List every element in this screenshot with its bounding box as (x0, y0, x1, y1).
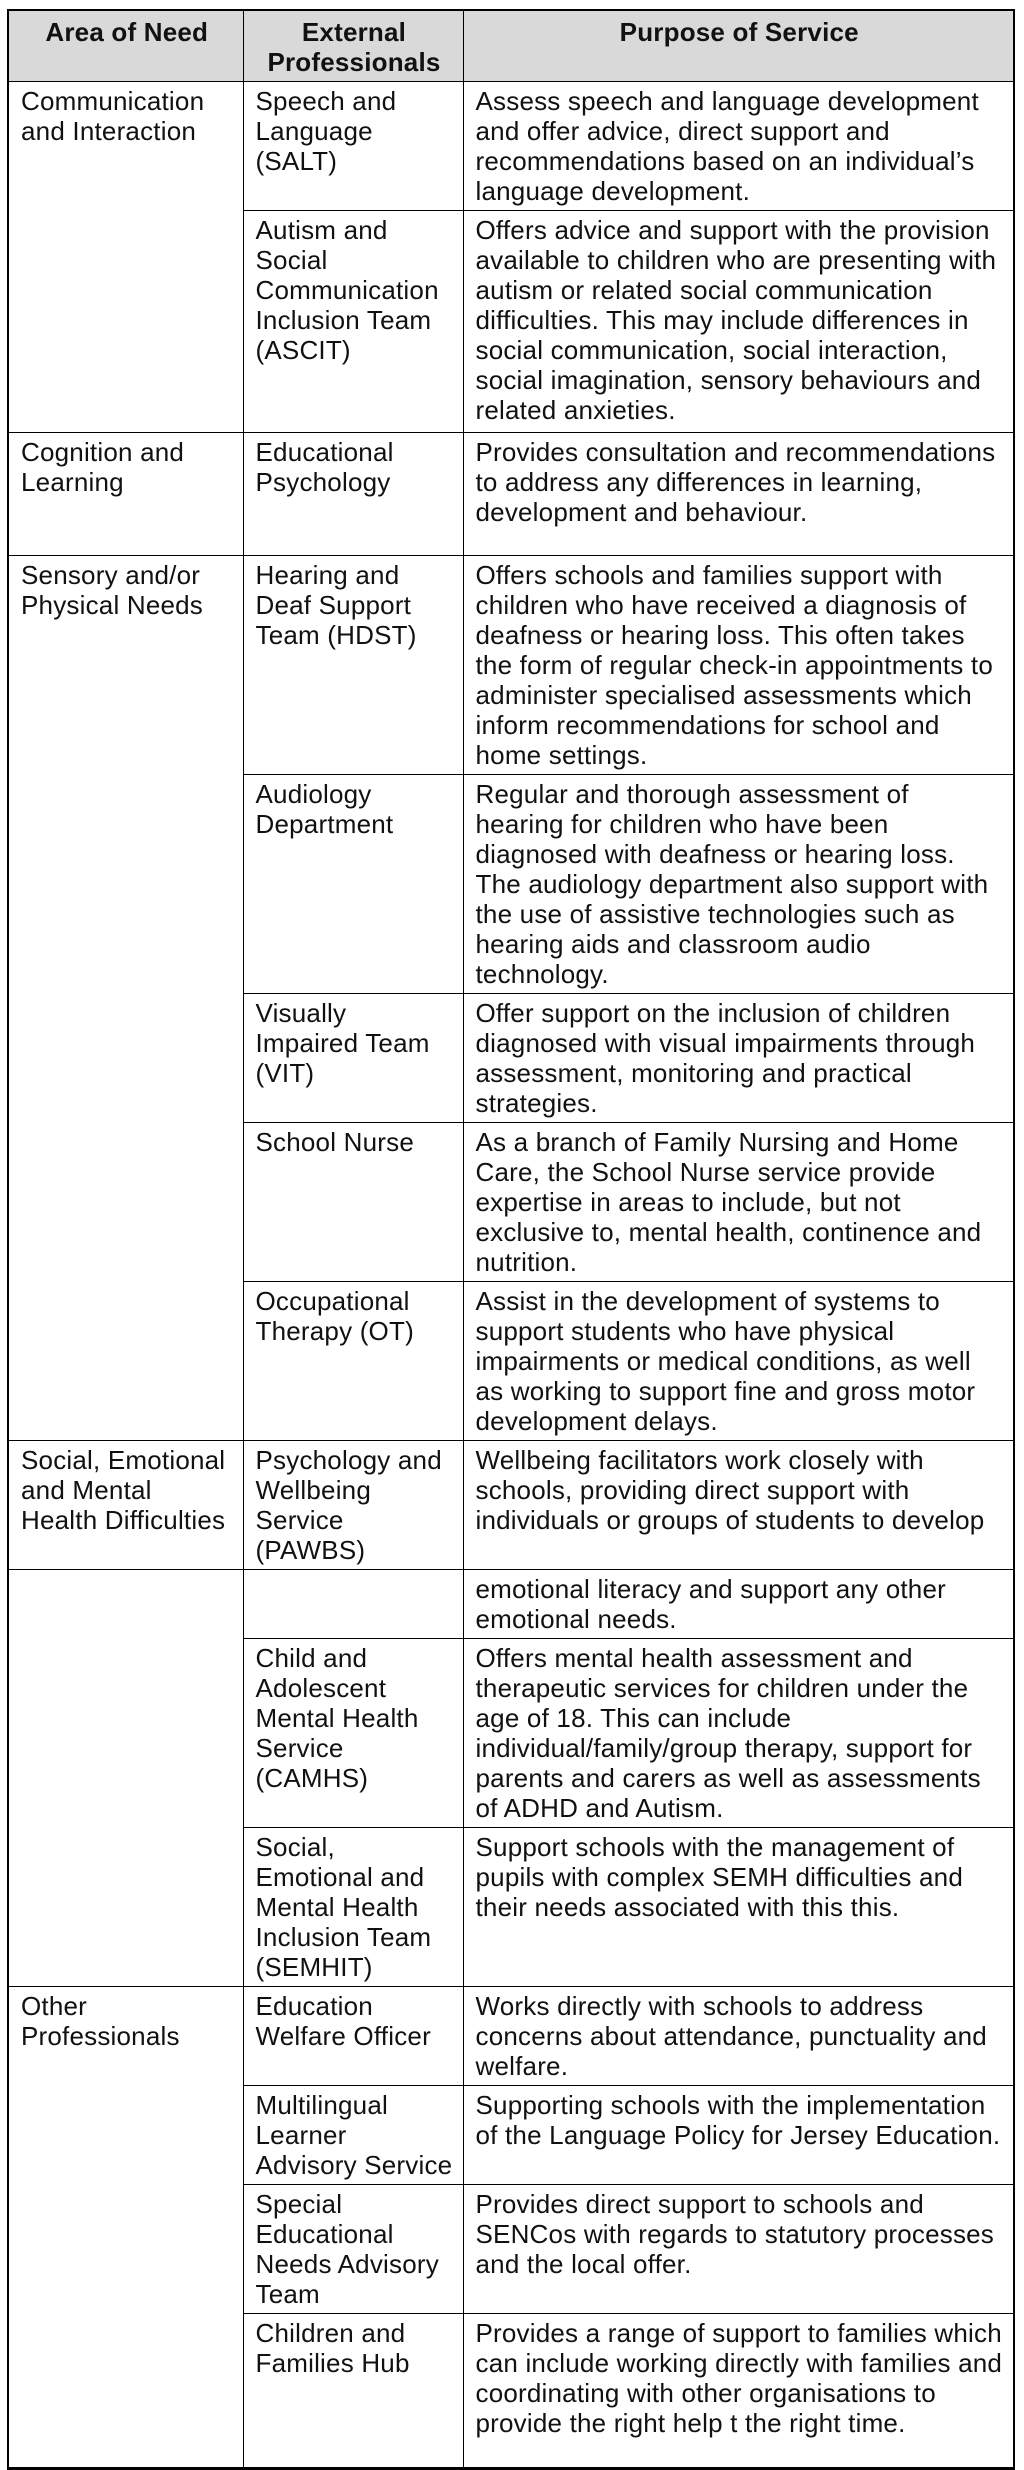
professional-cell-audiology: Audiology Department (243, 775, 463, 994)
professional-cell-ot: Occupational Therapy (OT) (243, 1282, 463, 1441)
table-row (8, 1570, 1014, 1639)
professional-cell-empty (243, 1570, 463, 1639)
header-area-of-need: Area of Need (8, 10, 243, 82)
purpose-cell-multilingual-learner: Supporting schools with the implementation of the Language Policy for Jersey Education. (463, 2086, 1014, 2185)
purpose-cell-pawbs: Wellbeing facilitators work closely with schools, providing direct support with individuals or groups of students to develop (463, 1441, 1014, 1570)
area-cell-semh-difficulties: Social, Emotional and Mental Health Difficulties (8, 1441, 243, 1570)
table-row (8, 1441, 1014, 1570)
professional-cell-school-nurse: School Nurse (243, 1123, 463, 1282)
header-external-professionals: External Professionals (243, 10, 463, 82)
support-services-table (7, 9, 1015, 2470)
header-row (8, 10, 1014, 82)
professional-cell-pawbs: Psychology and Wellbeing Service (PAWBS) (243, 1441, 463, 1570)
purpose-cell-audiology: Regular and thorough assessment of hearing for children who have been diagnosed with deafness or hearing loss. The audiology department also support with the use of assistive technologies such as hearing aids and classroom audio technology. (463, 775, 1014, 994)
purpose-cell-camhs: Offers mental health assessment and therapeutic services for children under the age of 18. This can include individual/family/group therapy, support for parents and carers as well as assessments of ADHD and Autism. (463, 1639, 1014, 1828)
purpose-cell-salt: Assess speech and language development and offer advice, direct support and recommendations based on an individual’s language development. (463, 82, 1014, 211)
purpose-cell-ot: Assist in the development of systems to support students who have physical impairments or medical conditions, as well as working to support fine and gross motor development delays. (463, 1282, 1014, 1441)
professional-cell-education-welfare-officer: Education Welfare Officer (243, 1987, 463, 2086)
purpose-cell-education-welfare-officer: Works directly with schools to address concerns about attendance, punctuality and welfare. (463, 1987, 1014, 2086)
purpose-cell-hdst: Offers schools and families support with children who have received a diagnosis of deafness or hearing loss. This often takes the form of regular check-in appointments to administer specialised assessments which inform recommendations for school and home settings. (463, 556, 1014, 775)
professional-cell-semhit: Social, Emotional and Mental Health Inclusion Team (SEMHIT) (243, 1828, 463, 1987)
area-cell-communication-interaction: Communication and Interaction (8, 82, 243, 433)
purpose-cell-pawbs-continued: emotional literacy and support any other emotional needs. (463, 1570, 1014, 1639)
purpose-cell-children-families-hub: Provides a range of support to families which can include working directly with families and coordinating with other organisations to provide the right help t the right time. (463, 2314, 1014, 2469)
document-page (0, 9, 1024, 2438)
professional-cell-educational-psychology: Educational Psychology (243, 433, 463, 556)
professional-cell-children-families-hub: Children and Families Hub (243, 2314, 463, 2469)
professional-cell-salt: Speech and Language (SALT) (243, 82, 463, 211)
table-row (8, 556, 1014, 775)
purpose-cell-vit: Offer support on the inclusion of children diagnosed with visual impairments through assessment, monitoring and practical strategies. (463, 994, 1014, 1123)
header-purpose-of-service: Purpose of Service (463, 10, 1014, 82)
professional-cell-ascit: Autism and Social Communication Inclusion Team (ASCIT) (243, 211, 463, 433)
professional-cell-sen-advisory-team: Special Educational Needs Advisory Team (243, 2185, 463, 2314)
table-row (8, 433, 1014, 556)
professional-cell-hdst: Hearing and Deaf Support Team (HDST) (243, 556, 463, 775)
purpose-cell-ascit: Offers advice and support with the provision available to children who are presenting with autism or related social communication difficulties. This may include differences in social communication, social interaction, social imagination, sensory behaviours and related anxieties. (463, 211, 1014, 433)
purpose-cell-semhit: Support schools with the management of pupils with complex SEMH difficulties and their needs associated with this this. (463, 1828, 1014, 1987)
table-row (8, 1987, 1014, 2086)
professional-cell-camhs: Child and Adolescent Mental Health Service (CAMHS) (243, 1639, 463, 1828)
area-cell-cognition-learning: Cognition and Learning (8, 433, 243, 556)
professional-cell-multilingual-learner: Multilingual Learner Advisory Service (243, 2086, 463, 2185)
purpose-cell-sen-advisory-team: Provides direct support to schools and SENCos with regards to statutory processes and the local offer. (463, 2185, 1014, 2314)
professional-cell-vit: Visually Impaired Team (VIT) (243, 994, 463, 1123)
area-cell-sensory-physical: Sensory and/or Physical Needs (8, 556, 243, 1441)
table-row (8, 82, 1014, 211)
area-cell-semh-empty (8, 1570, 243, 1987)
area-cell-other-professionals: Other Professionals (8, 1987, 243, 2469)
purpose-cell-school-nurse: As a branch of Family Nursing and Home Care, the School Nurse service provide expertise in areas to include, but not exclusive to, mental health, continence and nutrition. (463, 1123, 1014, 1282)
purpose-cell-educational-psychology: Provides consultation and recommendations to address any differences in learning, development and behaviour. (463, 433, 1014, 556)
